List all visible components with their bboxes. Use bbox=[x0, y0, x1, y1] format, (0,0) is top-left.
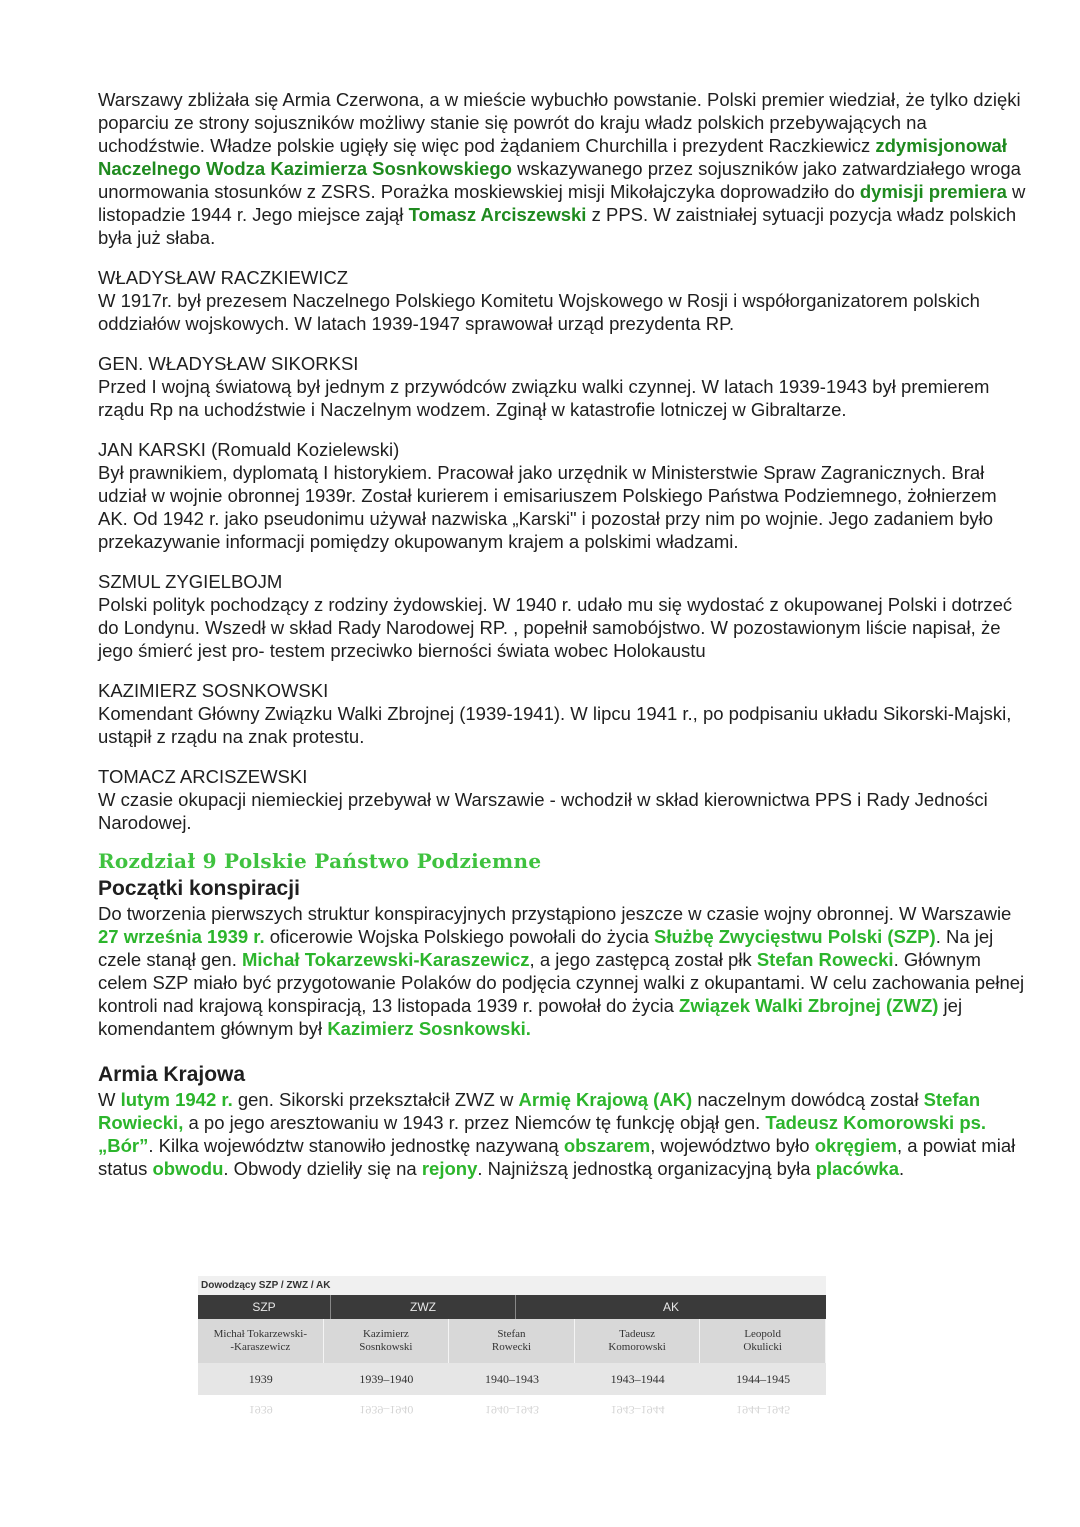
bio-name: TOMACZ ARCISZEWSKI bbox=[98, 766, 308, 787]
table-caption: Dowodzący SZP / ZWZ / AK bbox=[198, 1276, 826, 1295]
table-years-row bbox=[198, 1363, 826, 1395]
bio-text: W czasie okupacji niemieckiej przebywał w Warszawie - wchodził w skład kierownictwa PPS i Rady Jedności Narodowej. bbox=[98, 789, 988, 833]
section-paragraph-ak: W lutym 1942 r. gen. Sikorski przekształcił ZWZ w Armię Krajową (AK) naczelnym dowódcą został Stefan Rowiecki, a po jego aresztowaniu w 1943 r. przez Niemców tę funkcję objął gen. Tadeusz Komorowski ps. „Bór”. Kilka województw stanowiło jednostkę nazywaną obszarem, województwo było okręgiem, a powiat miał status obwodu. Obwody dzieliły się na rejony. Najniższą jednostką organizacyjną była placówka. bbox=[98, 1089, 1016, 1179]
table-cell: 1943–1944 bbox=[610, 1371, 665, 1386]
reflection-cell: 1944–1945 bbox=[736, 1403, 791, 1417]
table-cell: 1939–1940 bbox=[359, 1371, 414, 1386]
bio-text: Polski polityk pochodzący z rodziny żydowskiej. W 1940 r. udało mu się wydostać z okupowanej Polski i dotrzeć do Londynu. Wszedł w skład Rady Narodowej RP. , popełnił samobójstwo. W pozostawionym liście napisał, że jego śmierć jest pro- testem przeciwko bierności świata wobec Holokaustu bbox=[98, 594, 1013, 661]
bio-text: Komendant Główny Związku Walki Zbrojnej (1939-1941). W lipcu 1941 r., po podpisaniu układu Sikorski-Majski, ustąpił z rządu na znak protestu. bbox=[98, 703, 1012, 747]
bio-text: Przed I wojną światową był jednym z przywódców związku walki czynnej. W latach 1939-1943 był premierem rządu Rp na uchodźstwie i Naczelnym wodzem. Zginął w katastrofie lotniczej w Gibraltarze. bbox=[98, 376, 990, 420]
bio-text: W 1917r. był prezesem Naczelnego Polskiego Komitetu Wojskowego w Rosji i współorganizatorem polskich oddziałów wojskowych. W latach 1939-1947 sprawował urząd prezydenta RP. bbox=[98, 290, 980, 334]
bio-name: KAZIMIERZ SOSNKOWSKI bbox=[98, 680, 329, 701]
chapter-title: Rozdział 9 Polskie Państwo Podziemne bbox=[98, 849, 542, 873]
section-title-ak: Armia Krajowa bbox=[98, 1063, 246, 1086]
table-cell: 1944–1945 bbox=[736, 1371, 791, 1386]
section-title-konspiracja: Początki konspiracji bbox=[98, 877, 300, 900]
table-cell: Kazimierz Sosnkowski bbox=[324, 1319, 450, 1363]
commanders-table bbox=[198, 1276, 826, 1426]
table-cell: 1940–1943 bbox=[484, 1371, 539, 1386]
header-ak: AK bbox=[662, 1300, 679, 1314]
reflection-cell: 1943–1944 bbox=[610, 1403, 665, 1417]
table-names-row bbox=[198, 1319, 826, 1363]
table-cell: Michał Tokarzewski- -Karaszewicz bbox=[198, 1319, 324, 1363]
bio-name: WŁADYSŁAW RACZKIEWICZ bbox=[98, 267, 349, 288]
table-cell: Leopold Okulicki bbox=[700, 1319, 826, 1363]
document-body bbox=[98, 88, 1028, 1180]
bio-name: JAN KARSKI (Romuald Kozielewski) bbox=[98, 439, 400, 460]
table-reflection bbox=[198, 1395, 826, 1417]
section-paragraph-konspiracja: Do tworzenia pierwszych struktur konspiracyjnych przystąpiono jeszcze w czasie wojny obronnej. W Warszawie 27 września 1939 r. oficerowie Wojska Polskiego powołali do życia Służbę Zwycięstwu Polski (SZP). Na jej czele stanął gen. Michał Tokarzewski-Karaszewicz, a jego zastępcą został płk Stefan Rowecki. Głównym celem SZP miało być przygotowanie Polaków do podjęcia czynnej walki z okupantami. W celu zachowania pełnej kontroli nad krajową konspiracją, 13 listopada 1939 r. powołał do życia Związek Walki Zbrojnej (ZWZ) jej komendantem głównym był Kazimierz Sosnkowski. bbox=[98, 903, 1025, 1039]
reflection-cell: 1940–1943 bbox=[484, 1403, 539, 1417]
reflection-cell: 1939 bbox=[248, 1403, 273, 1417]
header-szp: SZP bbox=[198, 1295, 331, 1319]
table-cell: 1939 bbox=[248, 1371, 273, 1386]
bio-name: GEN. WŁADYSŁAW SIKORKSI bbox=[98, 353, 359, 374]
table-cell: Tadeusz Komorowski bbox=[575, 1319, 701, 1363]
table-cell: Stefan Rowecki bbox=[449, 1319, 575, 1363]
reflection-cell: 1939–1940 bbox=[359, 1403, 414, 1417]
intro-paragraph: Warszawy zbliżała się Armia Czerwona, a w mieście wybuchło powstanie. Polski premier wiedział, że tylko dzięki poparciu ze strony sojuszników możliwy stanie się powrót do kraju władz polskich przebywających na uchodźstwie. Władze polskie ugięły się więc pod żądaniem Churchilla i prezydent Raczkiewicz zdymisjonował Naczelnego Wodza Kazimierza Sosnkowskiego wskazywanego przez sojuszników jako zatwardziałego wroga unormowania stosunków z ZSRS. Porażka moskiewskiej misji Mikołajczyka doprowadziło do dymisji premiera w listopadzie 1944 r. Jego miejsce zajął Tomasz Arciszewski z PPS. W zaistniałej sytuacji pozycja władz polskich była już słaba. bbox=[98, 89, 1026, 248]
bio-text: Był prawnikiem, dyplomatą I historykiem. Pracował jako urzędnik w Ministerstwie Spraw Zagranicznych. Brał udział w wojnie obronnej 1939r. Został kurierem i emisariuszem Polskiego Państwa Podziemnego, żołnierzem AK. Od 1942 r. jako pseudonimu używał nazwiska „Karski" i pozostał przy nim po wojnie. Jego zadaniem było przekazywanie informacji pomiędzy okupowanym krajem a polskimi władzami. bbox=[98, 462, 997, 552]
bio-name: SZMUL ZYGIELBOJM bbox=[98, 571, 283, 592]
table-header-row bbox=[198, 1295, 826, 1319]
header-zwz: ZWZ bbox=[331, 1295, 516, 1319]
